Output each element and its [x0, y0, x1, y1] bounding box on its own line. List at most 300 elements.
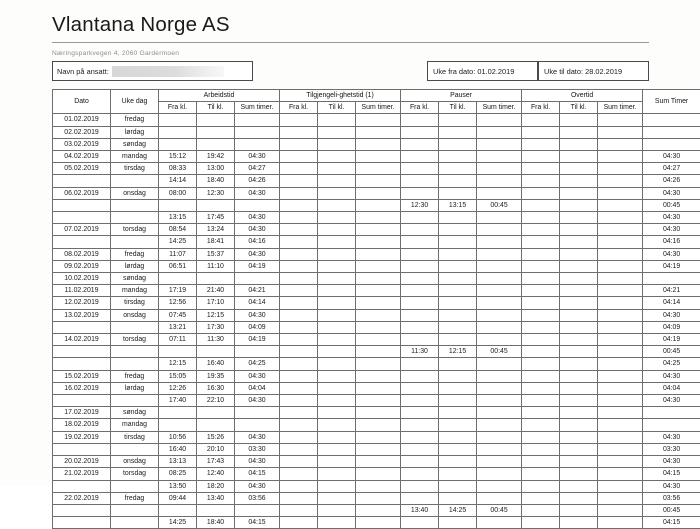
cell-dato[interactable]	[53, 199, 111, 211]
cell-overtid-til[interactable]	[560, 260, 598, 272]
cell-arbeidstid-sum[interactable]: 04:19	[235, 260, 280, 272]
cell-arbeidstid-fra[interactable]: 06:51	[159, 260, 197, 272]
cell-tilgjengelighetstid-fra[interactable]	[280, 248, 318, 260]
cell-overtid-til[interactable]	[560, 382, 598, 394]
cell-pauser-til[interactable]	[439, 273, 477, 285]
cell-arbeidstid-sum[interactable]: 04:30	[235, 456, 280, 468]
cell-arbeidstid-til[interactable]	[197, 346, 235, 358]
cell-overtid-til[interactable]	[560, 309, 598, 321]
cell-arbeidstid-til[interactable]: 12:30	[197, 187, 235, 199]
cell-uke-dag[interactable]: tirsdag	[111, 431, 159, 443]
cell-arbeidstid-fra[interactable]: 12:56	[159, 297, 197, 309]
cell-pauser-til[interactable]	[439, 407, 477, 419]
cell-overtid-til[interactable]	[560, 321, 598, 333]
cell-overtid-fra[interactable]	[522, 504, 560, 516]
cell-tilgjengelighetstid-sum[interactable]	[356, 370, 401, 382]
cell-pauser-sum[interactable]	[477, 297, 522, 309]
cell-arbeidstid-til[interactable]	[197, 419, 235, 431]
cell-pauser-sum[interactable]	[477, 138, 522, 150]
cell-sum-timer[interactable]: 04:30	[643, 224, 700, 236]
cell-sum-timer[interactable]: 04:30	[643, 309, 700, 321]
cell-overtid-til[interactable]	[560, 187, 598, 199]
cell-overtid-fra[interactable]	[522, 480, 560, 492]
cell-tilgjengelighetstid-til[interactable]	[318, 175, 356, 187]
cell-pauser-sum[interactable]	[477, 224, 522, 236]
cell-pauser-til[interactable]	[439, 395, 477, 407]
cell-pauser-fra[interactable]	[401, 395, 439, 407]
cell-sum-timer[interactable]: 04:19	[643, 260, 700, 272]
cell-pauser-fra[interactable]	[401, 163, 439, 175]
cell-arbeidstid-fra[interactable]: 08:25	[159, 468, 197, 480]
cell-pauser-fra[interactable]	[401, 443, 439, 455]
cell-tilgjengelighetstid-sum[interactable]	[356, 309, 401, 321]
cell-pauser-sum[interactable]	[477, 480, 522, 492]
cell-overtid-sum[interactable]	[598, 321, 643, 333]
cell-sum-timer[interactable]: 04:30	[643, 431, 700, 443]
cell-pauser-sum[interactable]	[477, 334, 522, 346]
cell-arbeidstid-til[interactable]	[197, 126, 235, 138]
cell-tilgjengelighetstid-til[interactable]	[318, 321, 356, 333]
cell-tilgjengelighetstid-fra[interactable]	[280, 504, 318, 516]
cell-pauser-sum[interactable]	[477, 517, 522, 529]
cell-tilgjengelighetstid-til[interactable]	[318, 382, 356, 394]
cell-arbeidstid-til[interactable]: 11:10	[197, 260, 235, 272]
cell-tilgjengelighetstid-sum[interactable]	[356, 395, 401, 407]
cell-tilgjengelighetstid-sum[interactable]	[356, 334, 401, 346]
cell-overtid-fra[interactable]	[522, 163, 560, 175]
cell-sum-timer[interactable]	[643, 273, 700, 285]
cell-uke-dag[interactable]: torsdag	[111, 468, 159, 480]
cell-overtid-til[interactable]	[560, 138, 598, 150]
cell-tilgjengelighetstid-fra[interactable]	[280, 187, 318, 199]
cell-tilgjengelighetstid-sum[interactable]	[356, 138, 401, 150]
cell-uke-dag[interactable]	[111, 395, 159, 407]
cell-pauser-til[interactable]	[439, 187, 477, 199]
cell-pauser-fra[interactable]	[401, 114, 439, 126]
cell-arbeidstid-sum[interactable]: 04:30	[235, 431, 280, 443]
cell-arbeidstid-til[interactable]: 18:40	[197, 517, 235, 529]
cell-arbeidstid-fra[interactable]	[159, 126, 197, 138]
cell-arbeidstid-sum[interactable]: 04:15	[235, 468, 280, 480]
cell-arbeidstid-fra[interactable]: 11:07	[159, 248, 197, 260]
cell-tilgjengelighetstid-fra[interactable]	[280, 382, 318, 394]
cell-pauser-sum[interactable]	[477, 431, 522, 443]
cell-dato[interactable]: 03.02.2019	[53, 138, 111, 150]
cell-tilgjengelighetstid-til[interactable]	[318, 395, 356, 407]
cell-arbeidstid-fra[interactable]: 09:44	[159, 492, 197, 504]
cell-uke-dag[interactable]: tirsdag	[111, 297, 159, 309]
cell-overtid-til[interactable]	[560, 285, 598, 297]
cell-pauser-sum[interactable]	[477, 492, 522, 504]
cell-pauser-sum[interactable]: 00:45	[477, 199, 522, 211]
cell-overtid-sum[interactable]	[598, 114, 643, 126]
cell-overtid-sum[interactable]	[598, 212, 643, 224]
cell-pauser-sum[interactable]	[477, 236, 522, 248]
cell-overtid-sum[interactable]	[598, 456, 643, 468]
cell-dato[interactable]: 22.02.2019	[53, 492, 111, 504]
cell-tilgjengelighetstid-til[interactable]	[318, 114, 356, 126]
cell-dato[interactable]	[53, 236, 111, 248]
cell-sum-timer[interactable]: 03:30	[643, 443, 700, 455]
cell-arbeidstid-sum[interactable]	[235, 504, 280, 516]
cell-overtid-sum[interactable]	[598, 236, 643, 248]
cell-pauser-til[interactable]	[439, 480, 477, 492]
cell-arbeidstid-sum[interactable]: 04:30	[235, 248, 280, 260]
cell-uke-dag[interactable]: onsdag	[111, 309, 159, 321]
cell-uke-dag[interactable]: mandag	[111, 285, 159, 297]
cell-uke-dag[interactable]	[111, 480, 159, 492]
cell-overtid-fra[interactable]	[522, 431, 560, 443]
cell-pauser-fra[interactable]	[401, 297, 439, 309]
cell-arbeidstid-til[interactable]: 13:40	[197, 492, 235, 504]
cell-uke-dag[interactable]: fredag	[111, 370, 159, 382]
cell-tilgjengelighetstid-til[interactable]	[318, 236, 356, 248]
cell-tilgjengelighetstid-til[interactable]	[318, 285, 356, 297]
cell-overtid-sum[interactable]	[598, 517, 643, 529]
cell-pauser-fra[interactable]	[401, 419, 439, 431]
cell-pauser-fra[interactable]	[401, 309, 439, 321]
cell-overtid-til[interactable]	[560, 199, 598, 211]
cell-pauser-sum[interactable]	[477, 370, 522, 382]
cell-pauser-fra[interactable]	[401, 224, 439, 236]
cell-pauser-til[interactable]	[439, 370, 477, 382]
cell-sum-timer[interactable]: 00:45	[643, 199, 700, 211]
cell-tilgjengelighetstid-sum[interactable]	[356, 456, 401, 468]
cell-pauser-sum[interactable]	[477, 321, 522, 333]
cell-overtid-sum[interactable]	[598, 407, 643, 419]
cell-arbeidstid-fra[interactable]	[159, 199, 197, 211]
cell-tilgjengelighetstid-til[interactable]	[318, 260, 356, 272]
cell-tilgjengelighetstid-til[interactable]	[318, 248, 356, 260]
cell-pauser-til[interactable]	[439, 382, 477, 394]
cell-dato[interactable]: 12.02.2019	[53, 297, 111, 309]
cell-arbeidstid-til[interactable]: 13:24	[197, 224, 235, 236]
cell-arbeidstid-til[interactable]: 17:10	[197, 297, 235, 309]
cell-tilgjengelighetstid-sum[interactable]	[356, 443, 401, 455]
cell-arbeidstid-sum[interactable]: 03:30	[235, 443, 280, 455]
cell-arbeidstid-sum[interactable]: 04:04	[235, 382, 280, 394]
cell-pauser-sum[interactable]	[477, 358, 522, 370]
cell-overtid-sum[interactable]	[598, 151, 643, 163]
cell-arbeidstid-til[interactable]: 21:40	[197, 285, 235, 297]
cell-overtid-sum[interactable]	[598, 382, 643, 394]
cell-pauser-sum[interactable]	[477, 456, 522, 468]
cell-overtid-fra[interactable]	[522, 419, 560, 431]
cell-dato[interactable]: 14.02.2019	[53, 334, 111, 346]
cell-pauser-fra[interactable]	[401, 175, 439, 187]
cell-arbeidstid-sum[interactable]	[235, 138, 280, 150]
cell-arbeidstid-fra[interactable]: 17:40	[159, 395, 197, 407]
cell-tilgjengelighetstid-til[interactable]	[318, 468, 356, 480]
cell-pauser-til[interactable]	[439, 468, 477, 480]
cell-pauser-sum[interactable]	[477, 114, 522, 126]
cell-tilgjengelighetstid-fra[interactable]	[280, 163, 318, 175]
cell-tilgjengelighetstid-sum[interactable]	[356, 321, 401, 333]
cell-pauser-til[interactable]	[439, 175, 477, 187]
cell-tilgjengelighetstid-fra[interactable]	[280, 431, 318, 443]
cell-sum-timer[interactable]: 04:09	[643, 321, 700, 333]
cell-arbeidstid-sum[interactable]: 04:15	[235, 517, 280, 529]
cell-overtid-til[interactable]	[560, 468, 598, 480]
cell-uke-dag[interactable]	[111, 175, 159, 187]
week-from-field[interactable]: Uke fra dato: 01.02.2019	[427, 61, 538, 81]
cell-tilgjengelighetstid-til[interactable]	[318, 126, 356, 138]
cell-pauser-fra[interactable]: 12:30	[401, 199, 439, 211]
cell-tilgjengelighetstid-til[interactable]	[318, 199, 356, 211]
cell-tilgjengelighetstid-fra[interactable]	[280, 492, 318, 504]
cell-tilgjengelighetstid-til[interactable]	[318, 151, 356, 163]
cell-overtid-sum[interactable]	[598, 480, 643, 492]
cell-uke-dag[interactable]: onsdag	[111, 456, 159, 468]
cell-pauser-sum[interactable]: 00:45	[477, 346, 522, 358]
cell-sum-timer[interactable]: 04:30	[643, 480, 700, 492]
cell-dato[interactable]	[53, 175, 111, 187]
cell-dato[interactable]: 06.02.2019	[53, 187, 111, 199]
cell-arbeidstid-fra[interactable]: 07:11	[159, 334, 197, 346]
cell-pauser-til[interactable]	[439, 138, 477, 150]
cell-arbeidstid-fra[interactable]: 14:25	[159, 236, 197, 248]
cell-uke-dag[interactable]: torsdag	[111, 334, 159, 346]
cell-pauser-fra[interactable]	[401, 358, 439, 370]
cell-overtid-fra[interactable]	[522, 395, 560, 407]
cell-pauser-fra[interactable]	[401, 260, 439, 272]
cell-arbeidstid-sum[interactable]: 04:30	[235, 212, 280, 224]
cell-dato[interactable]: 15.02.2019	[53, 370, 111, 382]
cell-overtid-til[interactable]	[560, 175, 598, 187]
cell-arbeidstid-til[interactable]: 18:40	[197, 175, 235, 187]
cell-tilgjengelighetstid-fra[interactable]	[280, 212, 318, 224]
cell-tilgjengelighetstid-sum[interactable]	[356, 382, 401, 394]
cell-arbeidstid-til[interactable]: 11:30	[197, 334, 235, 346]
cell-arbeidstid-fra[interactable]	[159, 419, 197, 431]
cell-tilgjengelighetstid-sum[interactable]	[356, 517, 401, 529]
cell-sum-timer[interactable]: 04:21	[643, 285, 700, 297]
cell-arbeidstid-fra[interactable]: 14:25	[159, 517, 197, 529]
cell-dato[interactable]: 19.02.2019	[53, 431, 111, 443]
cell-pauser-til[interactable]: 13:15	[439, 199, 477, 211]
cell-overtid-sum[interactable]	[598, 273, 643, 285]
cell-tilgjengelighetstid-fra[interactable]	[280, 114, 318, 126]
cell-sum-timer[interactable]: 04:30	[643, 395, 700, 407]
cell-arbeidstid-sum[interactable]	[235, 407, 280, 419]
cell-overtid-til[interactable]	[560, 431, 598, 443]
cell-pauser-fra[interactable]	[401, 285, 439, 297]
cell-pauser-til[interactable]	[439, 260, 477, 272]
cell-overtid-til[interactable]	[560, 419, 598, 431]
cell-uke-dag[interactable]: lørdag	[111, 126, 159, 138]
cell-tilgjengelighetstid-til[interactable]	[318, 273, 356, 285]
cell-tilgjengelighetstid-til[interactable]	[318, 224, 356, 236]
cell-arbeidstid-fra[interactable]: 07:45	[159, 309, 197, 321]
cell-pauser-sum[interactable]	[477, 395, 522, 407]
cell-arbeidstid-sum[interactable]	[235, 346, 280, 358]
week-to-field[interactable]: Uke til dato: 28.02.2019	[538, 61, 649, 81]
cell-sum-timer[interactable]: 00:45	[643, 346, 700, 358]
cell-uke-dag[interactable]: lørdag	[111, 260, 159, 272]
cell-arbeidstid-fra[interactable]: 13:21	[159, 321, 197, 333]
cell-overtid-til[interactable]	[560, 224, 598, 236]
cell-pauser-sum[interactable]	[477, 285, 522, 297]
cell-tilgjengelighetstid-fra[interactable]	[280, 334, 318, 346]
cell-tilgjengelighetstid-sum[interactable]	[356, 114, 401, 126]
cell-arbeidstid-fra[interactable]: 14:14	[159, 175, 197, 187]
cell-arbeidstid-sum[interactable]	[235, 419, 280, 431]
cell-dato[interactable]: 01.02.2019	[53, 114, 111, 126]
cell-arbeidstid-sum[interactable]: 04:26	[235, 175, 280, 187]
cell-arbeidstid-fra[interactable]: 13:15	[159, 212, 197, 224]
cell-overtid-fra[interactable]	[522, 126, 560, 138]
cell-tilgjengelighetstid-fra[interactable]	[280, 419, 318, 431]
cell-pauser-til[interactable]	[439, 114, 477, 126]
cell-pauser-sum[interactable]	[477, 468, 522, 480]
cell-pauser-til[interactable]	[439, 151, 477, 163]
cell-tilgjengelighetstid-til[interactable]	[318, 297, 356, 309]
cell-overtid-til[interactable]	[560, 358, 598, 370]
cell-arbeidstid-sum[interactable]: 04:30	[235, 480, 280, 492]
cell-arbeidstid-fra[interactable]: 08:54	[159, 224, 197, 236]
cell-pauser-sum[interactable]	[477, 163, 522, 175]
cell-arbeidstid-til[interactable]	[197, 407, 235, 419]
cell-arbeidstid-sum[interactable]: 04:14	[235, 297, 280, 309]
cell-overtid-til[interactable]	[560, 212, 598, 224]
cell-tilgjengelighetstid-fra[interactable]	[280, 126, 318, 138]
cell-pauser-sum[interactable]	[477, 273, 522, 285]
cell-pauser-fra[interactable]	[401, 151, 439, 163]
cell-pauser-sum[interactable]	[477, 151, 522, 163]
cell-arbeidstid-sum[interactable]: 04:21	[235, 285, 280, 297]
cell-tilgjengelighetstid-fra[interactable]	[280, 236, 318, 248]
cell-arbeidstid-fra[interactable]: 10:56	[159, 431, 197, 443]
cell-dato[interactable]: 07.02.2019	[53, 224, 111, 236]
cell-arbeidstid-til[interactable]: 17:45	[197, 212, 235, 224]
cell-tilgjengelighetstid-sum[interactable]	[356, 224, 401, 236]
cell-pauser-sum[interactable]	[477, 382, 522, 394]
cell-pauser-til[interactable]	[439, 358, 477, 370]
cell-uke-dag[interactable]: mandag	[111, 419, 159, 431]
cell-pauser-til[interactable]	[439, 419, 477, 431]
cell-overtid-fra[interactable]	[522, 199, 560, 211]
cell-sum-timer[interactable]: 00:45	[643, 504, 700, 516]
cell-overtid-fra[interactable]	[522, 260, 560, 272]
cell-arbeidstid-fra[interactable]	[159, 504, 197, 516]
cell-arbeidstid-til[interactable]: 17:30	[197, 321, 235, 333]
cell-dato[interactable]: 09.02.2019	[53, 260, 111, 272]
cell-overtid-fra[interactable]	[522, 346, 560, 358]
cell-pauser-fra[interactable]	[401, 431, 439, 443]
cell-overtid-til[interactable]	[560, 163, 598, 175]
cell-arbeidstid-til[interactable]	[197, 273, 235, 285]
cell-sum-timer[interactable]: 04:30	[643, 187, 700, 199]
cell-tilgjengelighetstid-sum[interactable]	[356, 346, 401, 358]
cell-arbeidstid-sum[interactable]: 04:09	[235, 321, 280, 333]
cell-overtid-til[interactable]	[560, 407, 598, 419]
cell-arbeidstid-til[interactable]	[197, 114, 235, 126]
cell-tilgjengelighetstid-til[interactable]	[318, 358, 356, 370]
cell-uke-dag[interactable]: tirsdag	[111, 163, 159, 175]
cell-overtid-til[interactable]	[560, 370, 598, 382]
cell-pauser-sum[interactable]	[477, 407, 522, 419]
cell-overtid-sum[interactable]	[598, 443, 643, 455]
cell-dato[interactable]: 20.02.2019	[53, 456, 111, 468]
cell-arbeidstid-til[interactable]: 20:10	[197, 443, 235, 455]
cell-overtid-sum[interactable]	[598, 224, 643, 236]
cell-dato[interactable]	[53, 504, 111, 516]
cell-tilgjengelighetstid-til[interactable]	[318, 138, 356, 150]
cell-uke-dag[interactable]	[111, 236, 159, 248]
cell-tilgjengelighetstid-sum[interactable]	[356, 212, 401, 224]
cell-tilgjengelighetstid-til[interactable]	[318, 504, 356, 516]
cell-overtid-sum[interactable]	[598, 199, 643, 211]
cell-pauser-sum[interactable]	[477, 248, 522, 260]
cell-arbeidstid-sum[interactable]	[235, 199, 280, 211]
cell-dato[interactable]: 08.02.2019	[53, 248, 111, 260]
cell-tilgjengelighetstid-til[interactable]	[318, 492, 356, 504]
cell-sum-timer[interactable]: 04:25	[643, 358, 700, 370]
cell-tilgjengelighetstid-fra[interactable]	[280, 297, 318, 309]
cell-dato[interactable]: 02.02.2019	[53, 126, 111, 138]
cell-overtid-til[interactable]	[560, 480, 598, 492]
cell-pauser-fra[interactable]	[401, 212, 439, 224]
cell-sum-timer[interactable]: 04:14	[643, 297, 700, 309]
cell-pauser-til[interactable]	[439, 431, 477, 443]
cell-dato[interactable]	[53, 480, 111, 492]
cell-tilgjengelighetstid-sum[interactable]	[356, 419, 401, 431]
cell-overtid-fra[interactable]	[522, 297, 560, 309]
cell-pauser-sum[interactable]	[477, 126, 522, 138]
cell-pauser-sum[interactable]	[477, 212, 522, 224]
cell-pauser-til[interactable]	[439, 224, 477, 236]
cell-tilgjengelighetstid-fra[interactable]	[280, 138, 318, 150]
cell-tilgjengelighetstid-sum[interactable]	[356, 248, 401, 260]
cell-dato[interactable]	[53, 346, 111, 358]
cell-uke-dag[interactable]: fredag	[111, 248, 159, 260]
cell-tilgjengelighetstid-fra[interactable]	[280, 468, 318, 480]
cell-overtid-til[interactable]	[560, 248, 598, 260]
cell-tilgjengelighetstid-sum[interactable]	[356, 297, 401, 309]
cell-dato[interactable]: 05.02.2019	[53, 163, 111, 175]
cell-dato[interactable]: 04.02.2019	[53, 151, 111, 163]
cell-overtid-fra[interactable]	[522, 175, 560, 187]
cell-sum-timer[interactable]: 03:56	[643, 492, 700, 504]
cell-pauser-til[interactable]	[439, 236, 477, 248]
cell-arbeidstid-til[interactable]: 13:00	[197, 163, 235, 175]
cell-dato[interactable]: 17.02.2019	[53, 407, 111, 419]
cell-arbeidstid-sum[interactable]: 04:30	[235, 309, 280, 321]
cell-tilgjengelighetstid-til[interactable]	[318, 187, 356, 199]
cell-overtid-til[interactable]	[560, 273, 598, 285]
cell-pauser-til[interactable]	[439, 309, 477, 321]
cell-arbeidstid-til[interactable]: 16:40	[197, 358, 235, 370]
cell-tilgjengelighetstid-fra[interactable]	[280, 224, 318, 236]
cell-uke-dag[interactable]: torsdag	[111, 224, 159, 236]
cell-tilgjengelighetstid-til[interactable]	[318, 456, 356, 468]
cell-sum-timer[interactable]	[643, 407, 700, 419]
cell-overtid-sum[interactable]	[598, 175, 643, 187]
cell-overtid-fra[interactable]	[522, 114, 560, 126]
cell-uke-dag[interactable]	[111, 443, 159, 455]
cell-tilgjengelighetstid-til[interactable]	[318, 334, 356, 346]
cell-arbeidstid-sum[interactable]: 04:30	[235, 395, 280, 407]
cell-pauser-til[interactable]	[439, 285, 477, 297]
cell-overtid-til[interactable]	[560, 151, 598, 163]
cell-tilgjengelighetstid-sum[interactable]	[356, 358, 401, 370]
cell-sum-timer[interactable]	[643, 126, 700, 138]
cell-uke-dag[interactable]	[111, 321, 159, 333]
cell-pauser-fra[interactable]	[401, 187, 439, 199]
cell-arbeidstid-sum[interactable]: 03:56	[235, 492, 280, 504]
cell-arbeidstid-sum[interactable]: 04:27	[235, 163, 280, 175]
cell-arbeidstid-sum[interactable]: 04:16	[235, 236, 280, 248]
